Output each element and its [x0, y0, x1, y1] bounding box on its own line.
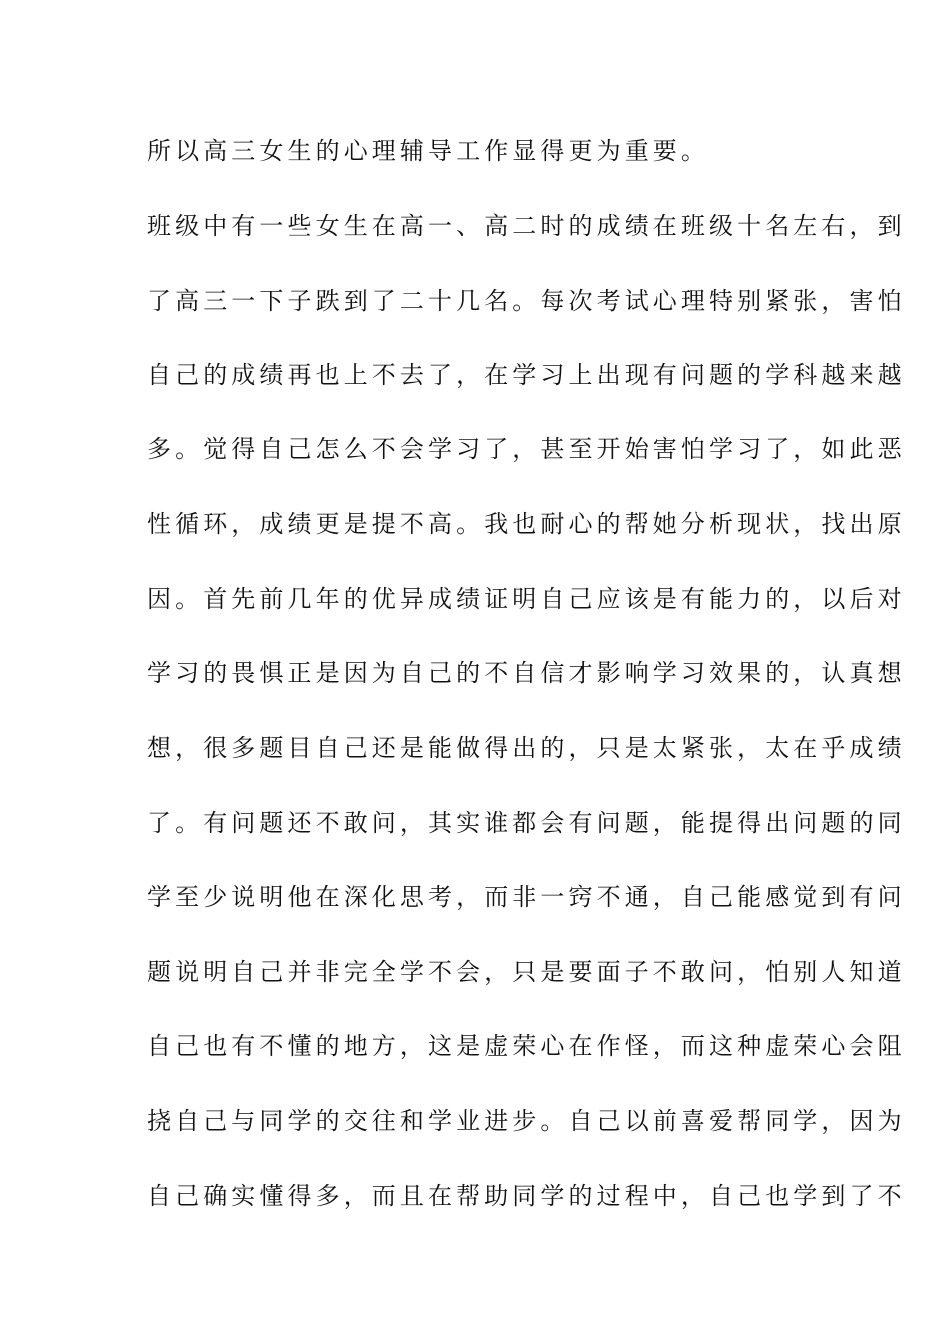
text-line: 学习的畏惧正是因为自己的不自信才影响学习效果的，认真想: [147, 659, 906, 687]
text-line: 因。首先前几年的优异成绩证明自己应该是有能力的，以后对: [147, 585, 906, 613]
text-line: 性循环，成绩更是提不高。我也耐心的帮她分析现状，找出原: [147, 510, 906, 538]
text-line: 题说明自己并非完全学不会，只是要面子不敢问，怕别人知道: [147, 958, 906, 986]
text-line: 自己也有不懂的地方，这是虚荣心在作怪，而这种虚荣心会阻: [147, 1032, 906, 1060]
text-line: 多。觉得自己怎么不会学习了，甚至开始害怕学习了，如此恶: [147, 435, 906, 463]
text-line: 想，很多题目自己还是能做得出的，只是太紧张，太在乎成绩: [147, 734, 906, 762]
text-line: 挠自己与同学的交往和学业进步。自己以前喜爱帮同学，因为: [147, 1107, 906, 1135]
text-line: 了。有问题还不敢问，其实谁都会有问题，能提得出问题的同: [147, 809, 906, 837]
text-line: 自己的成绩再也上不去了，在学习上出现有问题的学科越来越: [147, 361, 906, 389]
text-line: 班级中有一些女生在高一、高二时的成绩在班级十名左右，到: [147, 212, 906, 240]
text-line: 学至少说明他在深化思考，而非一窍不通，自己能感觉到有问: [147, 883, 906, 911]
text-line: 自己确实懂得多，而且在帮助同学的过程中，自己也学到了不: [147, 1182, 906, 1210]
text-line: 所以高三女生的心理辅导工作显得更为重要。: [147, 137, 709, 165]
text-line: 了高三一下子跌到了二十几名。每次考试心理特别紧张，害怕: [147, 287, 906, 315]
